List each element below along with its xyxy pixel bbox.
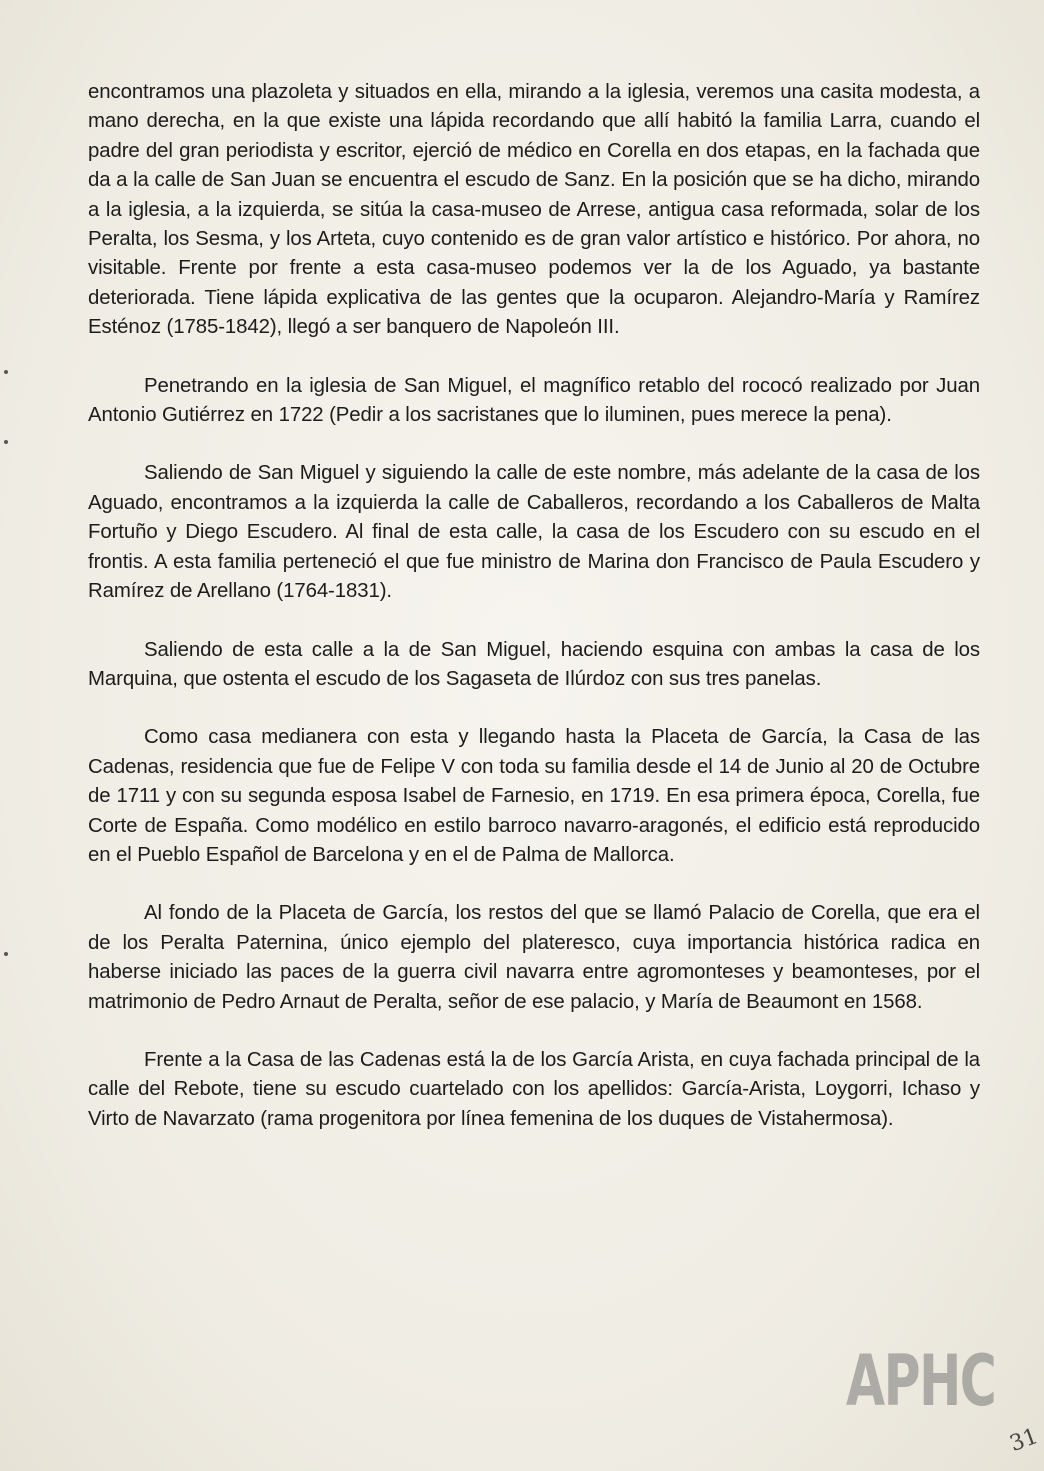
page-number: 31	[1006, 1423, 1042, 1458]
paragraph-1: encontramos una plazoleta y situados en ella, mirando a la iglesia, veremos una casita modesta, a mano derecha, en la que existe una lápida recordando que allí habitó la familia Larra, cuando el padre del gran periodista y escritor, ejerció de médico en Corella en dos etapas, en la fachada que da a la calle de San Juan se encuentra el escudo de Sanz. En la posición que se ha dicho, mirando a la iglesia, a la izquierda, se sitúa la casa-museo de Arrese, antigua casa reformada, solar de los Peralta, los Sesma, y los Arteta, cuyo contenido es de gran valor artístico e histórico. Por ahora, no visitable. Frente por frente a esta casa-museo podemos ver la de los Aguado, ya bastante deteriorada. Tiene lápida explicativa de las gentes que la ocuparon. Alejandro-María y Ramírez Esténoz (1785-1842), llegó a ser banquero de Napoleón III.	[88, 81, 980, 339]
body-text	[88, 78, 980, 1134]
paragraph-4: Saliendo de esta calle a la de San Miguel, haciendo esquina con ambas la casa de los Marquina, que ostenta el escudo de los Sagaseta de Ilúrdoz con sus tres panelas.	[88, 638, 980, 690]
paragraph-6: Al fondo de la Placeta de García, los restos del que se llamó Palacio de Corella, que era el de los Peralta Paternina, único ejemplo del plateresco, cuya importancia histórica radica en haberse iniciado las paces de la guerra civil navarra entre agromonteses y beamonteses, por el matrimonio de Pedro Arnaut de Peralta, señor de ese palacio, y María de Beaumont en 1568.	[88, 902, 980, 1013]
paragraph-5: Como casa medianera con esta y llegando hasta la Placeta de García, la Casa de las Cadenas, residencia que fue de Felipe V con toda su familia desde el 14 de Junio al 20 de Octubre de 1711 y con su segunda esposa Isabel de Farnesio, en 1719. En esa primera época, Corella, fue Corte de España. Como modélico en estilo barroco navarro-aragonés, el edificio está reproducido en el Pueblo Español de Barcelona y en el de Palma de Mallorca.	[88, 726, 980, 866]
paragraph-7: Frente a la Casa de las Cadenas está la de los García Arista, en cuya fachada principal de la calle del Rebote, tiene su escudo cuartelado con los apellidos: García-Arista, Loygorri, Ichaso y Virto de Navarzato (rama progenitora por línea femenina de los duques de Vistahermosa).	[88, 1048, 980, 1130]
scan-speck	[4, 440, 8, 444]
scan-speck	[4, 952, 8, 956]
aphc-watermark: APHC	[846, 1340, 996, 1422]
scan-speck	[4, 370, 8, 374]
paragraph-3: Saliendo de San Miguel y siguiendo la calle de este nombre, más adelante de la casa de los Aguado, encontramos a la izquierda la calle de Caballeros, recordando a los Caballeros de Malta Fortuño y Diego Escudero. Al final de esta calle, la casa de los Escudero con su escudo en el frontis. A esta familia perteneció el que fue ministro de Marina don Francisco de Paula Escudero y Ramírez de Arellano (1764-1831).	[88, 462, 980, 603]
paragraph-2: Penetrando en la iglesia de San Miguel, el magnífico retablo del rococó realizado por Juan Antonio Gutiérrez en 1722 (Pedir a los sacristanes que lo iluminen, pues merece la pena).	[88, 374, 980, 427]
